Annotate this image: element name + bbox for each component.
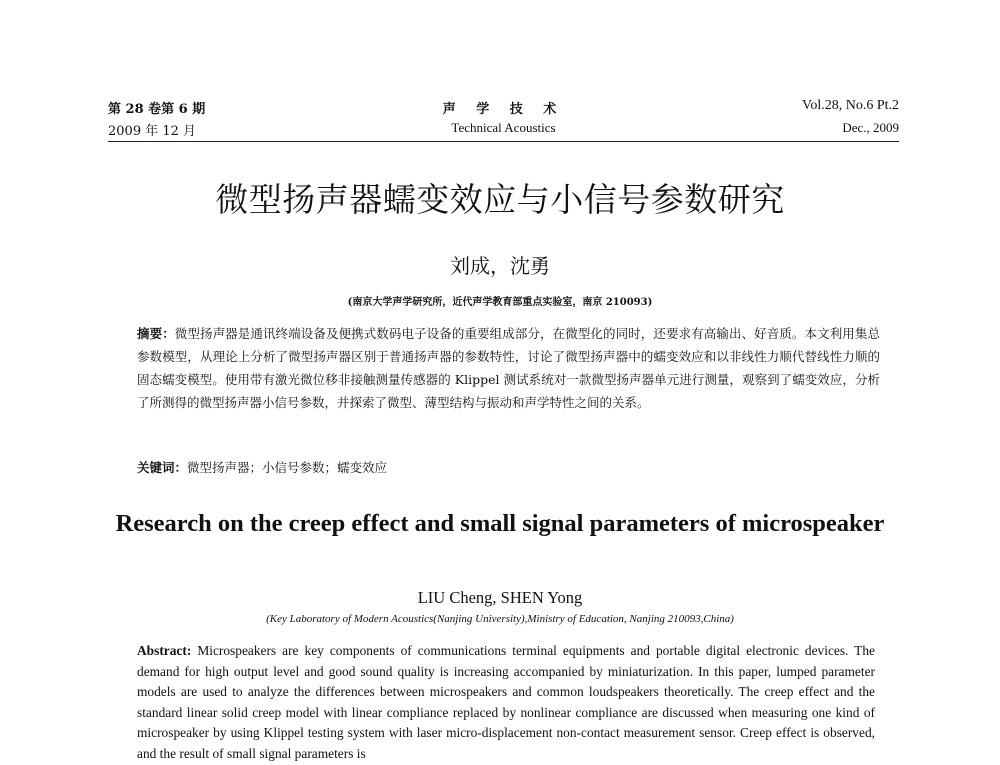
- abstract-en-text: Microspeakers are key components of communications terminal equipments and portable digital electronic devices. The demand for high output level and good sound quality is increasing accompanied by miniaturization. In this paper, lumped parameter models are used to analyze the differences between microspeakers and common loudspeakers theoretically. The creep effect and the standard linear solid creep model with linear compliance replaced by nonlinear compliance are discussed when measuring one kind of microspeaker by using Klippel testing system with laser micro-displacement non-contact measurement sensor. Creep effect is observed, and the result of small signal parameters is: [137, 643, 875, 761]
- title-cn: 微型扬声器蠕变效应与小信号参数研究: [215, 180, 785, 219]
- affiliation-cn: (南京大学声学研究所，近代声学教育部重点实验室，南京 210093): [347, 297, 653, 308]
- header-rule: [108, 141, 899, 142]
- keywords-cn: [137, 458, 880, 476]
- abstract-en-label: Abstract:: [137, 643, 192, 658]
- authors-cn: 刘成，沈勇: [450, 254, 550, 278]
- running-header: [108, 98, 899, 140]
- affiliation-en: (Key Laboratory of Modern Acoustics(Nanjing University),Ministry of Education, Nanjing 210093,China): [266, 613, 734, 625]
- journal-name-cn: 声 学 技 术: [442, 102, 565, 117]
- keywords-cn-label: 关键词：: [137, 460, 188, 475]
- journal-name-en: Technical Acoustics: [451, 120, 556, 135]
- abstract-cn-label: 摘要：: [137, 326, 175, 341]
- abstract-en: [137, 641, 875, 765]
- keywords-cn-text: 微型扬声器；小信号参数；蠕变效应: [187, 460, 388, 475]
- abstract-cn-text: 微型扬声器是通讯终端设备及便携式数码电子设备的重要组成部分，在微型化的同时，还要求有高输出、好音质。本文利用集总参数模型，从理论上分析了微型扬声器区别于普通扬声器的参数特性，讨论了微型扬声器中的蠕变效应和以非线性力顺代替线性力顺的固态蠕变模型。使用带有激光微位移非接触测量传感器的 Klippel 测试系统对一款微型扬声器单元进行测量，观察到了蠕变效应，分析了所测得的微型扬声器小信号参数，并探索了微型、薄型结构与振动和声学特性之间的关系。: [137, 326, 880, 410]
- date-cn: 2009 年 12 月: [108, 124, 197, 139]
- abstract-cn: [137, 322, 880, 414]
- volume-issue-cn: 第 28 卷第 6 期: [108, 102, 206, 117]
- date-en: Dec., 2009: [842, 120, 899, 135]
- volume-issue-en: Vol.28, No.6 Pt.2: [802, 98, 899, 113]
- title-en: Research on the creep effect and small signal parameters of microspeaker: [115, 510, 885, 537]
- authors-en: LIU Cheng, SHEN Yong: [417, 588, 583, 607]
